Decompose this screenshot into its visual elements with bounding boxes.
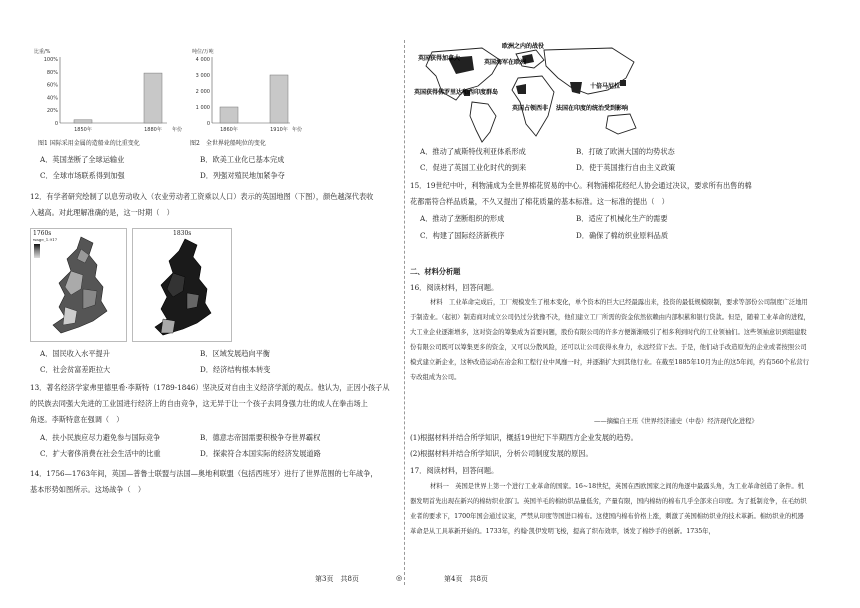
q12-option-c: C．社会贫富差距拉大 (40, 365, 111, 374)
q12-stem-line1: 12．有学者研究绘制了以息劳动收入（农业劳动者工资乘以人口）表示的英国地图（下图），颜色越深代表收 (30, 192, 374, 201)
q12-option-a: A．国民收入水平提升 (40, 349, 110, 358)
q12-stem-line2: 入越高。对此理解准确的是，这一时期（ ） (30, 208, 174, 217)
q14-option-d: D．使于英国推行自由主义政策 (576, 163, 676, 172)
q11-option-c: C．全球市场联系得到加强 (40, 171, 125, 180)
y-tick-label: 60% (46, 82, 58, 89)
england-map-1830s (133, 229, 231, 341)
y-tick-label: 20% (46, 108, 58, 115)
q16-question1: (1)根据材料并结合所学知识，概括19世纪下半期西方企业发展的趋势。 (410, 433, 638, 442)
map-label-africa: 英国占领西非 (512, 105, 549, 112)
y-tick-label: 40% (46, 95, 58, 102)
bar (270, 75, 288, 123)
q14-option-b: B．打破了欧洲大国的均势状态 (576, 147, 675, 156)
q15-stem-line2: 花都需符合样品质量，不久又提出了棉花质量的基本标准。这一标准的提出（ ） (410, 197, 669, 206)
x-tick-label: 1860年 (220, 127, 238, 133)
q15-option-d: D．确保了棉纺织业原料品质 (576, 231, 669, 240)
england-map-1760s (31, 229, 126, 341)
map-label-manila: 十倍马尼拉 (590, 83, 621, 90)
bar (144, 73, 162, 123)
q14-stem-line2: 基本形势如图所示。这场战争（ ） (30, 485, 146, 494)
map-1830s-label: 1830s (173, 230, 192, 237)
map-label-canada: 英国获得加拿大 (418, 55, 461, 62)
q16-source: ——摘编自王珏《世界经济通史（中卷）经济现代化进程》 (594, 418, 758, 425)
y-tick-label: 3 000 (195, 73, 210, 79)
q13-stem-line1: 13．著名经济学家弗里德里希·李斯特（1789-1846）坚决反对自由主义经济学派的观点。他认为，正因小孩子从 (30, 383, 390, 392)
x-tick-label: 1880年 (144, 127, 162, 133)
q13-stem-line2: 的民族去同强大先进的工业国进行经济上的自由竞争，这无异于让一个孩子去同身强力壮的成人在拳击场上 (30, 399, 368, 408)
q17-intro: 17．阅读材料，回答问题。 (410, 466, 499, 475)
q13-option-d: D．探索符合本国实际的经济发展道路 (200, 449, 321, 458)
q13-option-b: B．德意志帝国需要积极争夺世界霸权 (200, 433, 321, 442)
q17-material: 材料一 英国是世界上第一个进行工业革命的国家。16~18世纪，英国在西欧国家之间的角逐中最露头角，为工业革命创造了条件。机器发明首先出现在新兴的棉纺织业部门。英国羊毛的棉纺织品量低劣，产量有限，国内棉纺的棉布几乎全部来自印度。为了抵制竞争，在毛纺织业者的要求下，1700年国会通过议案，严禁从印度等国进口棉布。这使国内棉布价格上涨，刺激了英国棉纺织业的技术革新。棉纺织业的机器革命是从工具革新开始的。1733年，约翰·凯伊发明飞梭，提高了织布效率，诱发了棉纱手的创新。1735年， (410, 483, 807, 535)
x-tick-label: 1910年 (270, 127, 288, 133)
q13-option-a: A．扶小民族应尽力避免参与国际竞争 (40, 433, 161, 442)
chart2-caption: 图2 全世界轮船吨位的变化 (190, 140, 266, 147)
column-divider (404, 40, 405, 585)
bar (220, 107, 238, 123)
map-label-seas: 英国海军在欧洲 (484, 59, 527, 66)
y-tick-label: 0 (54, 121, 58, 127)
map-1830s (132, 228, 232, 342)
map-legend: wage_1.917 (33, 237, 58, 242)
y-tick-label: 100% (43, 57, 58, 63)
q11-option-b: B．欧美工业化已基本完成 (200, 155, 285, 164)
section-heading: 二、材料分析题 (410, 267, 461, 276)
q13-stem-line3: 角逐。李斯特意在强调（ ） (30, 415, 124, 424)
bar (74, 120, 92, 123)
footer-page-right: 第4页 共8页 (444, 575, 488, 583)
q14-option-a: A．推动了威斯特伐利亚体系形成 (420, 147, 526, 156)
q16-question2: (2)根据材料并结合所学知识，分析公司制度发展的原因。 (410, 449, 593, 458)
x-tick-label: 1850年 (74, 127, 92, 133)
map-1760s-label: 1760s (33, 230, 52, 237)
map-label-europe: 欧洲之内的战役 (502, 43, 545, 50)
q11-option-a: A．英国垄断了全球运输业 (40, 155, 125, 164)
y-tick-label: 0 (206, 121, 210, 127)
q15-option-c: C．构建了国际经济新秩序 (420, 231, 505, 240)
q15-option-b: B．适应了机械化生产的需要 (576, 214, 668, 223)
footer-page-left: 第3页 共8页 (315, 575, 359, 583)
q15-option-a: A．推动了垄断组织的形成 (420, 214, 505, 223)
q16-intro: 16．阅读材料，回答问题。 (410, 283, 499, 292)
chart2-xlabel: 年份 (292, 127, 303, 133)
map-label-india: 法国在印度的统治受到影响 (556, 105, 629, 112)
chart1-ylabel: 比重/% (34, 49, 51, 55)
y-tick-label: 1 000 (195, 105, 210, 111)
q14-option-c: C．促进了英国工业化时代的到来 (420, 163, 527, 172)
chart-metal-shipbuilding (32, 45, 197, 137)
chart1-caption: 图1 国际采用金属的造船业的比重变化 (38, 140, 140, 147)
footer-mark: ◎ (396, 574, 403, 582)
q12-option-d: D．经济结构根本转变 (200, 365, 271, 374)
seven-years-war-map (412, 38, 647, 146)
y-tick-label: 4 000 (195, 57, 210, 63)
q11-option-d: D．列强对殖民地加紧争夺 (200, 171, 285, 180)
y-tick-label: 2 000 (195, 89, 210, 95)
q14-stem-line1: 14．1756—1763年间，英国—普鲁士联盟与法国—奥地利联盟（包括西班牙）进行了世界范围的七年战争， (30, 469, 378, 478)
chart2-ylabel: 吨位/万吨 (192, 49, 214, 55)
chart1-xlabel: 年份 (172, 127, 183, 133)
chart-ship-tonnage (190, 45, 315, 137)
map-label-florida: 英国获得佛罗里达和西印度群岛 (414, 89, 499, 96)
q12-option-b: B．区域发展趋向平衡 (200, 349, 270, 358)
q15-stem-line1: 15．19世纪中叶，利物浦成为全世界棉花贸易的中心。利物浦棉花经纪人协会通过决议，要求所有出售的棉 (410, 181, 752, 190)
q13-option-c: C．扩大奢侈消费在社会生活中的比重 (40, 449, 161, 458)
y-tick-label: 80% (46, 69, 58, 76)
q16-material: 材料 工业革命完成后，工厂规模发生了根本变化，单个资本的巨大已经最露出来，投资的最低规模限制，要求等部份公司制度广泛地用于制造业。（起初）制造商对成立公司仍过分犹豫不决，他们建立工厂所需的资金依然依赖由内部积累和银行贷款。但是，随着工业革命的进程，大工业企业逐渐增多，这对资金的筹集成为首要问题，股份有限公司的许多方便渐渐吸引了相多利到时代的工业领袖们。这些领袖意识到组建股份有限公司既可以筹集更多的资金，又可以分散风险，还可以让公司获得永身力，永远经营下去。于是，他们动手改造原先的企业或者按照公司模式建立新企业，这种改造运动在冶金和工程行业中风靡一时，并逐渐扩大到其他行业。在截至1885年10月为止的这5年间，约有560个私营行专改组成为公司。 (410, 299, 810, 381)
map-1760s (30, 228, 127, 342)
